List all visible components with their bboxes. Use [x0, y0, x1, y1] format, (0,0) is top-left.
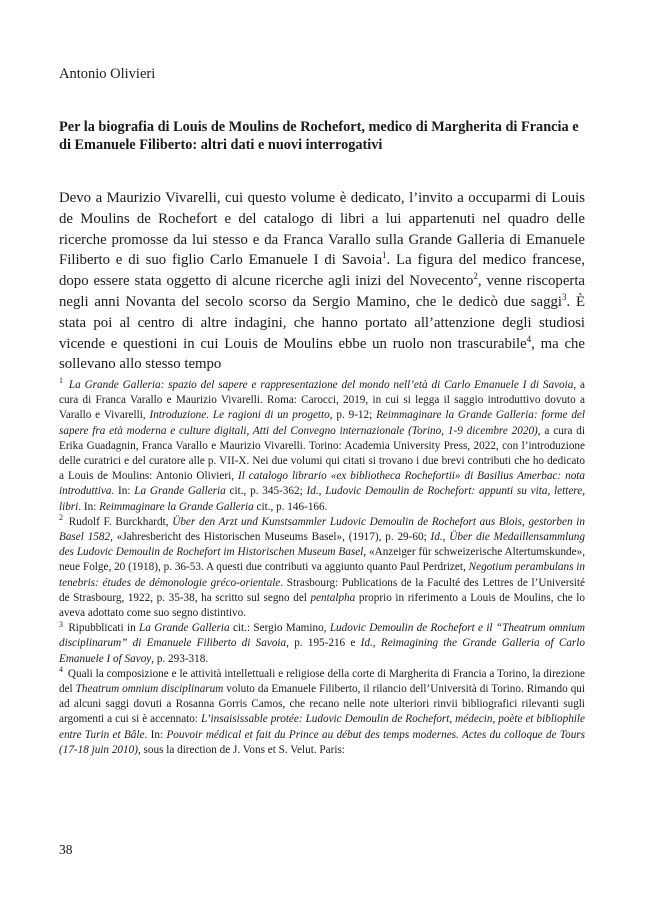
footnote-text: cit., p. 345-362;	[225, 485, 307, 498]
footnote-text: . Strasbourg: Publications de la Faculté des Lettres de l’Université de Strasbourg, 1922, p. 35-38, ha scritto sul segno del	[59, 576, 585, 604]
footnote-4	[59, 667, 585, 758]
footnote-text: , a cura di Franca Varallo e Maurizio Vivarelli. Roma: Carocci, 2019, in cui si legga il saggio introduttivo dovuto a Varallo e Vivarelli,	[59, 379, 585, 422]
footnote-text: Id., Ludovic Demoulin de Rochefort: appunti su vita, lettere, libri	[59, 485, 585, 513]
footnote-text: , a cura di Erika Guadagnin, Franca Varallo e Maurizio Vivarelli. Torino: Academia University Press, 2022, con l’introduzione delle curatrici e del curatore alle p. VII-X. Nei due volumi qui citati si trovano i due brevi contributi che ho dedicato a Louis de Moulins: Antonio Olivieri,	[59, 424, 585, 483]
body-text	[59, 188, 585, 375]
body-text-segment: , venne riscoperta negli anni Novanta del secolo scorso da Sergio Mamino, che le dedicò due saggi	[59, 273, 586, 310]
footnotes	[59, 378, 585, 758]
article-title: Per la biografia di Louis de Moulins de Rochefort, medico di Margherita di Francia e di Emanuele Filiberto: altri dati e nuovi interrogativi	[59, 119, 579, 153]
footnote-text: La Grande Galleria	[134, 485, 226, 498]
footnote-text: . In:	[111, 485, 135, 498]
body-text-segment: Devo a Maurizio Vivarelli, cui questo volume è dedicato, l’invito a occuparmi di Louis de Moulins de Rochefort e del catalogo di libri a lui appartenuti nel quadro delle ricerche promosse da lui stesso e da Franca Varallo sulla Grande Galleria di Emanuele Filiberto e di suo figlio Carlo Emanuele I di Savoia	[59, 190, 585, 269]
footnote-text: , p. 293-318.	[151, 652, 209, 665]
footnote-text: Id., Über die Medaillensammlung des Ludovic Demoulin de Rochefort im Historischen Museum Basel	[59, 531, 585, 559]
footnote-text: Pouvoir médical et fait du Prince au début des temps modernes. Actes du colloque de Tours (17-18 juin 2010)	[59, 728, 585, 756]
footnote-3	[59, 621, 585, 667]
footnote-text: pentalpha	[310, 591, 356, 604]
footnote-text: . In:	[78, 500, 100, 513]
footnote-text: , «Jahresbericht des Historischen Museums Basel», (1917), p. 29-60;	[110, 531, 431, 544]
footnote-text: Negotium perambulans in tenebris: études de démonologie gréco-orientale	[59, 561, 585, 589]
footnote-2	[59, 515, 585, 621]
page-number: 38	[59, 842, 73, 857]
footnote-text: , «Anzeiger für schweizerische Altertumskunde», neue Folge, 20 (1918), p. 36-53. A questi due contributi va aggiunto quanto Paul Perdrizet,	[59, 546, 585, 574]
footnote-text: Theatrum omnium disciplinarum	[75, 683, 224, 696]
footnote-ref-4[interactable]: 4	[526, 333, 532, 344]
footnote-text: Id., Reimagining the Grande Galleria of Carlo Emanuele I of Savoy	[59, 637, 585, 665]
footnote-text: Ripubblicati in	[68, 622, 140, 635]
footnote-text: proprio in riferimento a Louis de Moulins, che lo aveva adottato come suo segno distintivo.	[59, 591, 585, 620]
footnote-text: Introduzione. Le ragioni di un progetto	[149, 409, 330, 422]
footnote-number: 2	[59, 513, 63, 523]
footnote-text: Il catalogo librario «ex bibliotheca Rochefortii» di Basilius Amerbac: nota introduttiva	[59, 470, 585, 498]
footnote-text: Reimmaginare la Grande Galleria	[99, 500, 254, 513]
footnote-text: voluto da Emanuele Filiberto, il rilancio dell’Università di Torino. Rimando qui ad alcuni saggi dovuti a Rosanna Gorris Camos, che recano nelle note ulteriori rinvii bibliografici rilevanti sugli argomenti a cui si è accennato:	[59, 683, 586, 726]
footnote-text: Quali la composizione e le attività intellettuali e religiose della corte di Margherita di Francia a Torino, la direzione del	[59, 667, 585, 696]
footnote-ref-1[interactable]: 1	[382, 250, 387, 261]
footnote-text: , p. 9-12;	[329, 409, 377, 422]
footnote-text: Reimmaginare la Grande Galleria: forme del sapere fra età moderna e culture digitali, Atti del Convegno internazionale (Torino, 1-9 dicembre 2020)	[59, 409, 585, 437]
body-text-segment: , ma che sollevano allo stesso tempo	[59, 335, 585, 373]
footnote-number: 4	[59, 665, 63, 675]
footnote-text: La Grande Galleria: spazio del sapere e rappresentazione del mondo nell’età di Carlo Emanuele I di Savoia	[68, 379, 574, 391]
body-text-segment: . È stata poi al centro di altre indagini, che hanno portato all’attenzione degli studiosi vicende e questioni in cui Louis de Moulins ebbe un ruolo non trascurabile	[59, 293, 586, 352]
footnote-text: , sous la direction de J. Vons et S. Velut. Paris:	[137, 743, 345, 756]
footnote-ref-2[interactable]: 2	[473, 271, 478, 282]
footnote-text: Rudolf F. Burckhardt,	[68, 515, 173, 528]
author-name: Antonio Olivieri	[59, 66, 156, 82]
footnote-text: . In:	[144, 728, 167, 741]
footnote-text: , p. 195-216 e	[286, 637, 361, 650]
footnote-ref-3[interactable]: 3	[562, 292, 567, 303]
footnote-text: L’insaisissable protée: Ludovic Demoulin de Rochefort, médecin, poète et bibliophile entre Turin et Bâle	[59, 713, 585, 741]
footnote-1	[59, 378, 585, 515]
footnote-number: 1	[59, 376, 63, 386]
footnote-text: cit.: Sergio Mamino,	[229, 622, 330, 635]
footnote-text: La Grande Galleria	[139, 622, 230, 635]
footnote-text: Über den Arzt und Kunstsammler Ludovic Demoulin de Rochefort aus Blois, gestorben in Basel 1582	[59, 515, 585, 544]
footnote-text: cit., p. 146-166.	[253, 500, 328, 513]
body-text-segment: . La figura del medico francese, dopo essere stata oggetto di alcune ricerche agli inizi del Novecento	[59, 252, 585, 290]
footnote-text: Ludovic Demoulin de Rochefort e il “Theatrum omnium disciplinarum” di Emanuele Filiberto di Savoia	[59, 622, 586, 650]
footnote-number: 3	[59, 619, 63, 629]
